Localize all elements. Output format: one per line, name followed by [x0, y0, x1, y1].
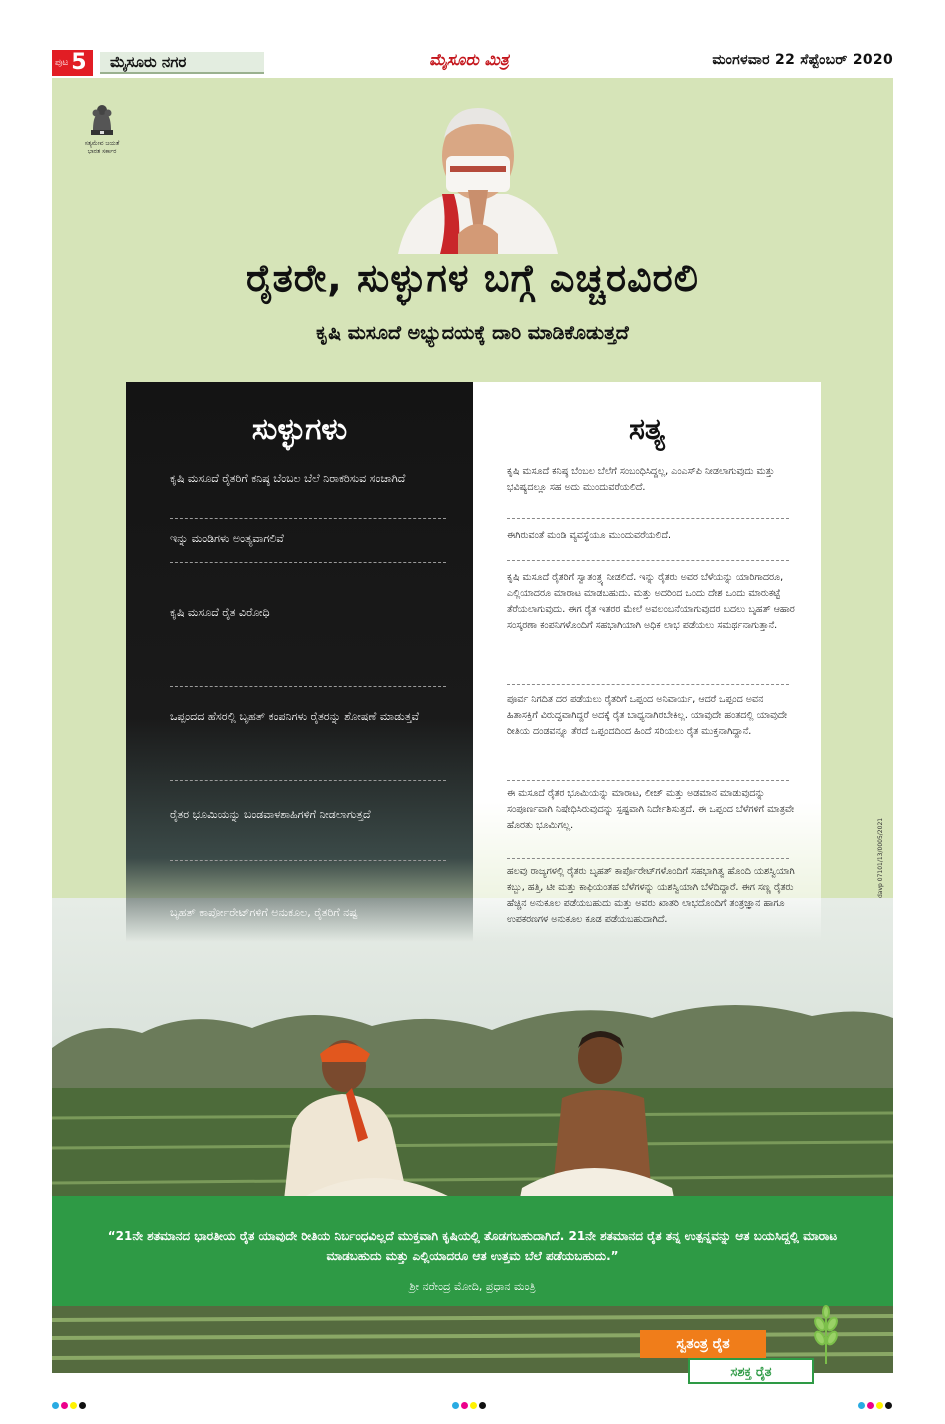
badge-swatantra-raita: ಸ್ವತಂತ್ರ ರೈತ [640, 1330, 766, 1358]
section-name: ಮೈಸೂರು ನಗರ [100, 52, 264, 74]
myth-divider [170, 780, 446, 781]
wheat-icon [806, 1304, 846, 1364]
myth-divider [170, 860, 446, 861]
registration-marks-center [452, 1402, 486, 1409]
newspaper-header [0, 0, 945, 78]
myths-column [126, 382, 473, 942]
myth-item-6: ಬೃಹತ್ ಕಾರ್ಪೋರೇಟ್‌ಗಳಿಗೆ ಅನುಕೂಲ, ರೈತರಿಗೆ ನಷ್ಟ [170, 906, 358, 919]
myth-item-5: ರೈತರ ಭೂಮಿಯನ್ನು ಬಂಡವಾಳಶಾಹಿಗಳಿಗೆ ನೀಡಲಾಗುತ್ತದೆ [170, 808, 371, 821]
fact-divider [507, 518, 789, 519]
badge-sashakta-raita: ಸಶಕ್ತ ರೈತ [688, 1358, 814, 1384]
fact-item-2: ಈಗಿರುವಂತೆ ಮಂಡಿ ವ್ಯವಸ್ಥೆಯೂ ಮುಂದುವರೆಯಲಿದೆ. [507, 530, 672, 541]
fact-item-5: ಈ ಮಸೂದೆ ರೈತರ ಭೂಮಿಯನ್ನು ಮಾರಾಟ, ಲೀಜ್ ಮತ್ತು ಅಡಮಾನ ಮಾಡುವುದನ್ನು ಸಂಪೂರ್ಣವಾಗಿ ನಿಷೇಧಿಸಿರುವುದನ್ನು ಸ್ಪಷ್ಟವಾಗಿ ನಿರ್ದೇಶಿಸುತ್ತದೆ. ಈ ಒಪ್ಪಂದ ಬೆಳೆಗಳಿಗೆ ಮಾತ್ರವೇ ಹೊರತು ಭೂಮಿಗಲ್ಲ. [507, 788, 795, 831]
myth-item-3: ಕೃಷಿ ಮಸೂದೆ ರೈತ ವಿರೋಧಿ [170, 606, 270, 619]
newspaper-logo: ಮೈಸೂರು ಮಿತ್ರ [429, 50, 509, 69]
myth-divider [170, 518, 446, 519]
fact-item-6: ಹಲವು ರಾಜ್ಯಗಳಲ್ಲಿ ರೈತರು ಬೃಹತ್ ಕಾರ್ಪೊರೇಟ್‌ಗಳೊಂದಿಗೆ ಸಹಭಾಗಿತ್ವ ಹೊಂದಿ ಯಶಸ್ವಿಯಾಗಿ ಕಬ್ಬು, ಹತ್ತಿ, ಟೀ ಮತ್ತು ಕಾಫಿಯಂತಹ ಬೆಳೆಗಳನ್ನು ಯಶಸ್ವಿಯಾಗಿ ಬೆಳೆದಿದ್ದಾರೆ. ಈಗ ಸಣ್ಣ ರೈತರು ಹೆಚ್ಚಿನ ಅನುಕೂಲ ಪಡೆಯಬಹುದು ಮತ್ತು ಅವರು ಖಾತರಿ ಲಾಭದೊಂದಿಗೆ ತಂತ್ರಜ್ಞಾನ ಹಾಗೂ ಉಪಕರಣಗಳ ಅನುಕೂಲ ಕೂಡ ಪಡೆಯಬಹುದಾಗಿದೆ. [507, 866, 795, 925]
pm-quote: “21ನೇ ಶತಮಾನದ ಭಾರತೀಯ ರೈತ ಯಾವುದೇ ರೀತಿಯ ನಿರ್ಬಂಧವಿಲ್ಲದೆ ಮುಕ್ತವಾಗಿ ಕೃಷಿಯಲ್ಲಿ ತೊಡಗಬಹುದಾಗಿದೆ. 21ನೇ ಶತಮಾನದ ರೈತ ತನ್ನ ಉತ್ಪನ್ನವನ್ನು ಆತ ಬಯಸಿದ್ದಲ್ಲಿ ಮಾರಾಟ ಮಾಡಬಹುದು ಮತ್ತು ಎಲ್ಲಿಯಾದರೂ ಆತ ಉತ್ತಮ ಬೆಲೆ ಪಡೆಯಬಹುದು.” [107, 1229, 838, 1263]
fact-item-4: ಪೂರ್ವ ನಿಗದಿತ ದರ ಪಡೆಯಲು ರೈತರಿಗೆ ಒಪ್ಪಂದ ಅನಿವಾರ್ಯ, ಆದರೆ ಒಪ್ಪಂದ ಅವನ ಹಿತಾಸಕ್ತಿಗೆ ವಿರುದ್ಧವಾಗಿದ್ದರೆ ಅದಕ್ಕೆ ರೈತ ಬಾಧ್ಯನಾಗಿರಬೇಕಿಲ್ಲ. ಯಾವುದೇ ಹಂತದಲ್ಲಿ ಯಾವುದೇ ರೀತಿಯ ದಂಡವನ್ನೂ ತೆರದೆ ಒಪ್ಪಂದದಿಂದ ಹಿಂದೆ ಸರಿಯಲು ರೈತ ಮುಕ್ತನಾಗಿದ್ದಾನೆ. [507, 694, 788, 737]
emblem-motto: ಸತ್ಯಮೇವ ಜಯತೆ [84, 140, 120, 147]
fact-divider [507, 858, 789, 859]
facts-title: ಸತ್ಯ [629, 412, 665, 447]
fact-divider [507, 684, 789, 685]
myths-title: ಸುಳ್ಳುಗಳು [251, 412, 348, 447]
myth-divider [170, 562, 446, 563]
emblem-government-label: ಭಾರತ ಸರ್ಕಾರ [87, 148, 117, 155]
government-emblem [80, 100, 124, 162]
quote-attribution: ಶ್ರೀ ನರೇಂದ್ರ ಮೋದಿ, ಪ್ರಧಾನ ಮಂತ್ರಿ [409, 1280, 536, 1293]
ad-subheadline: ಕೃಷಿ ಮಸೂದೆ ಅಭ್ಯುದಯಕ್ಕೆ ದಾರಿ ಮಾಡಿಕೊಡುತ್ತದೆ [316, 322, 629, 344]
davp-code: davp 07101/13/0005/2021 [877, 817, 884, 898]
ad-headline: ರೈತರೇ, ಸುಳ್ಳುಗಳ ಬಗ್ಗೆ ಎಚ್ಚರವಿರಲಿ [246, 256, 699, 300]
fact-item-3: ಕೃಷಿ ಮಸೂದೆ ರೈತರಿಗೆ ಸ್ವಾತಂತ್ರ್ಯ ನೀಡಲಿದೆ. ಇನ್ನು ರೈತರು ಅವರ ಬೆಳೆಯನ್ನು ಯಾರಿಗಾದರೂ, ಎಲ್ಲಿಯಾದರೂ ಮಾರಾಟ ಮಾಡಬಹುದು. ಮತ್ತು ಅದರಿಂದ ಒಂದು ದೇಶ ಒಂದು ಮಾರುಕಟ್ಟೆ ತೆರೆಯಲಾಗುವುದು. ಈಗ ರೈತ ಇತರರ ಮೇಲೆ ಅವಲಂಬನೆಯಾಗುವುದರ ಬದಲು ಬೃಹತ್ ಆಹಾರ ಸಂಸ್ಕರಣಾ ಕಂಪನಿಗಳೊಂದಿಗೆ ಸಹಭಾಗಿಯಾಗಿ ಅಧಿಕ ಲಾಭ ಪಡೆಯಲು ಸಮರ್ಥನಾಗುತ್ತಾನೆ. [507, 572, 795, 631]
prime-minister-portrait [388, 94, 568, 254]
myth-divider [170, 686, 446, 687]
fact-item-1: ಕೃಷಿ ಮಸೂದೆ ಕನಿಷ್ಠ ಬೆಂಬಲ ಬೆಲೆಗೆ ಸಂಬಂಧಿಸಿದ್ದಲ್ಲ, ಎಂಎಸ್‌ಪಿ ನೀಡಲಾಗುವುದು ಮತ್ತು ಭವಿಷ್ಯದಲ್ಲೂ ಸಹ ಅದು ಮುಂದುವರೆಯಲಿದೆ. [507, 466, 775, 493]
page-tag [52, 50, 93, 76]
myth-item-2: ಇನ್ನು ಮಂಡಿಗಳು ಅಂತ್ಯವಾಗಲಿವೆ [170, 532, 284, 545]
registration-marks-right [858, 1402, 892, 1409]
myth-item-4: ಒಪ್ಪಂದದ ಹೆಸರಲ್ಲಿ ಬೃಹತ್ ಕಂಪನಿಗಳು ರೈತರನ್ನು ಶೋಷಣೆ ಮಾಡುತ್ತವೆ [170, 710, 419, 723]
registration-marks-left [52, 1402, 86, 1409]
page-label: ಪುಟ [52, 50, 71, 76]
facts-column [473, 382, 821, 942]
fact-divider [507, 560, 789, 561]
advertisement [52, 78, 893, 1373]
myth-item-1: ಕೃಷಿ ಮಸೂದೆ ರೈತರಿಗೆ ಕನಿಷ್ಠ ಬೆಂಬಲ ಬೆಲೆ ನಿರಾಕರಿಸುವ ಸಂಚಾಗಿದೆ [170, 472, 406, 485]
fact-divider [507, 780, 789, 781]
page-number: 5 [71, 50, 92, 76]
issue-date: ಮಂಗಳವಾರ 22 ಸೆಪ್ಟೆಂಬರ್ 2020 [712, 52, 893, 68]
ashoka-emblem-icon [87, 100, 117, 140]
